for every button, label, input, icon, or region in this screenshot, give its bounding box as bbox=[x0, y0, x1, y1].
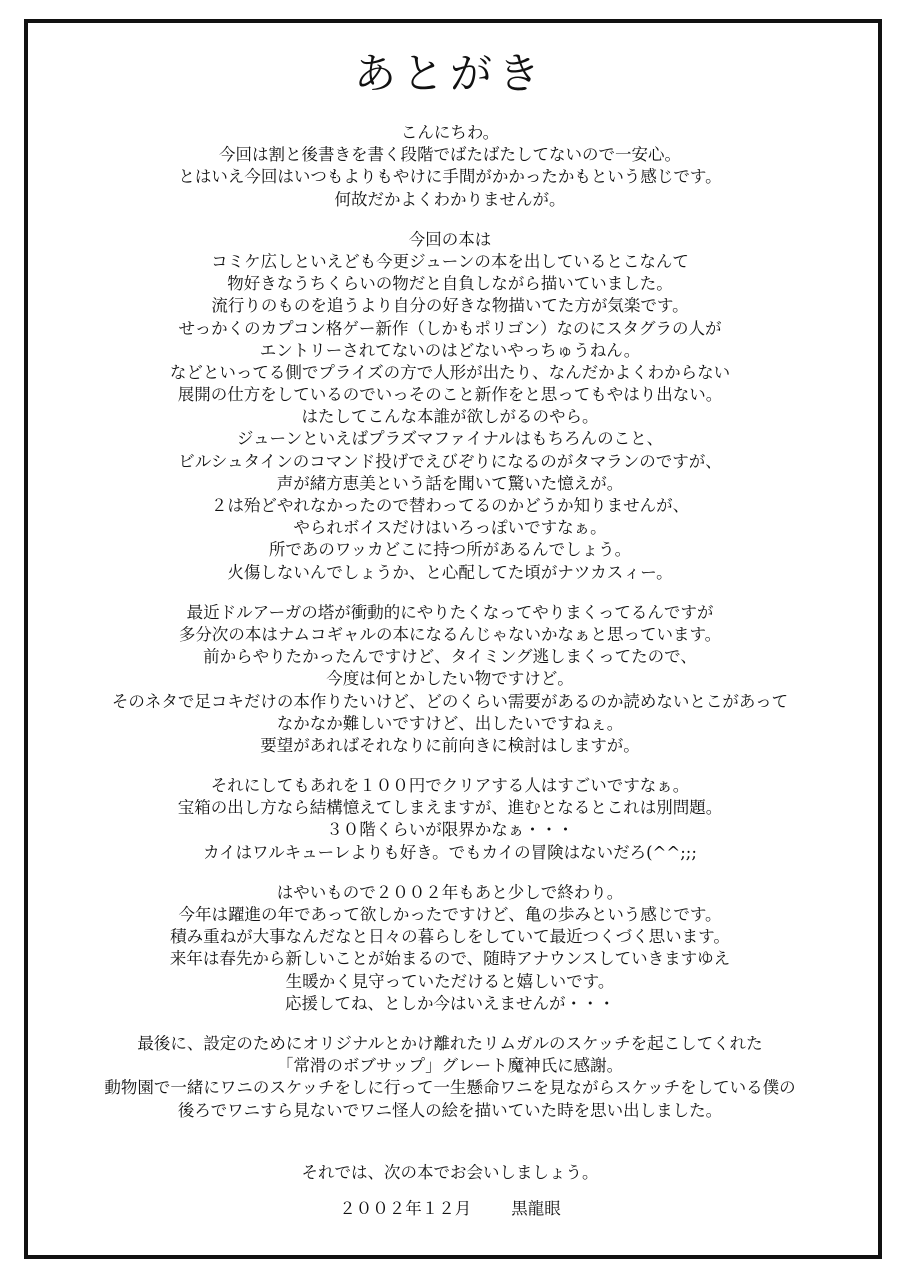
text-line: 積み重ねが大事なんだなと日々の暮らしをしていて最近つくづく思います。 bbox=[170, 927, 730, 947]
paragraph-druaga bbox=[40, 775, 860, 864]
text-line: などといってる側でプライズの方で人形が出たり、なんだかよくわからない bbox=[169, 362, 731, 382]
paragraph-gap bbox=[40, 1184, 860, 1198]
paragraph-gap bbox=[40, 1015, 860, 1033]
paragraph-gap bbox=[40, 584, 860, 602]
text-line: 今年は躍進の年であって欲しかったですけど、亀の歩みという感じです。 bbox=[178, 905, 722, 924]
text-line: 応援してね、としか今はいえませんが・・・ bbox=[285, 993, 615, 1013]
text-line: 多分次の本はナムコギャルの本になるんじゃないかなぁと思っています。 bbox=[178, 624, 722, 644]
text-line: 生暖かく見守っていただけると嬉しいです。 bbox=[285, 971, 615, 991]
text-line: はたしてこんな本誰が欲しがるのやら。 bbox=[301, 407, 599, 427]
paragraph-gap bbox=[40, 864, 860, 882]
text-line: エントリーされてないのはどないやっちゅうねん。 bbox=[259, 340, 641, 360]
text-line: 来年は春先から新しいことが始まるので、随時アナウンスしていきますゆえ bbox=[169, 949, 731, 969]
text-line: 何故だかよくわかりませんが。 bbox=[334, 189, 566, 209]
text-line: ジューンといえばプラズマファイナルはもちろんのこと、 bbox=[236, 429, 664, 449]
text-line: なかなか難しいですけど、出したいですねぇ。 bbox=[276, 713, 624, 733]
text-line: やられボイスだけはいろっぽいですなぁ。 bbox=[293, 518, 607, 538]
text-line: 前からやりたかったんですけど、タイミング逃しまくってたので、 bbox=[203, 647, 697, 667]
text-line: ２は殆どやれなかったので替わってるのかどうか知りませんが、 bbox=[210, 496, 690, 515]
text-line: 後ろでワニすら見ないでワニ怪人の絵を描いていた時を思い出しました。 bbox=[177, 1100, 723, 1120]
page-title: あとがき bbox=[353, 49, 546, 98]
text-line: 今回は割と後書きを書く段階でばたばたしてないので一安心。 bbox=[219, 145, 681, 165]
signature-author: 黒龍眼 bbox=[511, 1198, 561, 1218]
paragraph-gap bbox=[40, 1122, 860, 1162]
signature bbox=[40, 1198, 860, 1220]
text-line: 最近ドルアーガの塔が衝動的にやりたくなってやりまくってるんですが bbox=[186, 602, 714, 622]
paragraph-this-book bbox=[40, 229, 860, 584]
closing-line: それでは、次の本でお会いしましょう。 bbox=[301, 1162, 599, 1182]
text-line: 宝箱の出し方なら結構憶えてしまえますが、進むとなるとこれは別問題。 bbox=[177, 798, 723, 818]
text-line: 展開の仕方をしているのでいっそのこと新作をと思ってもやはり出ない。 bbox=[177, 385, 723, 405]
paragraph-gap bbox=[40, 757, 860, 775]
text-line: ビルシュタインのコマンド投げでえびぞりになるのがタマランのですが、 bbox=[178, 451, 722, 471]
text-line: コミケ広しといえども今更ジューンの本を出しているとこなんて bbox=[211, 251, 689, 271]
text-line: カイはワルキューレよりも好き。でもカイの冒険はないだろ(^^;;; bbox=[203, 842, 697, 862]
paragraph-year-end bbox=[40, 882, 860, 1015]
text-line: せっかくのカプコン格ゲー新作（しかもポリゴン）なのにスタグラの人が bbox=[178, 318, 722, 338]
text-line: 所であのワッカどこに持つ所があるんでしょう。 bbox=[268, 540, 632, 560]
text-line: 動物園で一緒にワニのスケッチをしに行って一生懸命ワニを見ながらスケッチをしている僕の bbox=[104, 1078, 796, 1098]
text-line: 最後に、設定のためにオリジナルとかけ離れたリムガルのスケッチを起こしてくれた bbox=[137, 1033, 763, 1053]
text-line: 今回の本は bbox=[408, 229, 492, 249]
paragraph-next-book bbox=[40, 602, 860, 757]
text-line: それにしてもあれを１００円でクリアする人はすごいですなぁ。 bbox=[210, 776, 690, 796]
text-line: 火傷しないんでしょうか、と心配してた頃がナツカスィー。 bbox=[227, 562, 673, 582]
text-line: 声が緒方恵美という話を聞いて驚いた憶えが。 bbox=[276, 473, 624, 493]
afterword-body bbox=[40, 122, 860, 1220]
paragraph-gap bbox=[40, 211, 860, 229]
signature-date: ２００２年１２月 bbox=[339, 1198, 472, 1218]
text-line: 今度は何とかしたい物ですけど。 bbox=[326, 669, 574, 689]
paragraph-greeting bbox=[40, 122, 860, 211]
text-line: はやいもので２００２年もあと少しで終わり。 bbox=[276, 882, 624, 902]
text-line: そのネタで足コキだけの本作りたいけど、どのくらい需要があるのか読めないとこがあって bbox=[111, 691, 789, 711]
text-line: ３０階くらいが限界かなぁ・・・ bbox=[326, 820, 574, 840]
text-line: 流行りのものを追うより自分の好きな物描いてた方が気楽です。 bbox=[211, 296, 689, 316]
text-line: こんにちわ。 bbox=[400, 123, 500, 142]
paragraph-thanks bbox=[40, 1033, 860, 1122]
text-line: 物好きなうちくらいの物だと自負しながら描いていました。 bbox=[227, 274, 673, 294]
text-line: 「常滑のボブサップ」グレート魔神氏に感謝。 bbox=[276, 1056, 624, 1076]
text-line: とはいえ今回はいつもよりもやけに手間がかかったかもという感じです。 bbox=[178, 167, 722, 187]
text-line: 要望があればそれなりに前向きに検討はしますが。 bbox=[260, 735, 640, 755]
